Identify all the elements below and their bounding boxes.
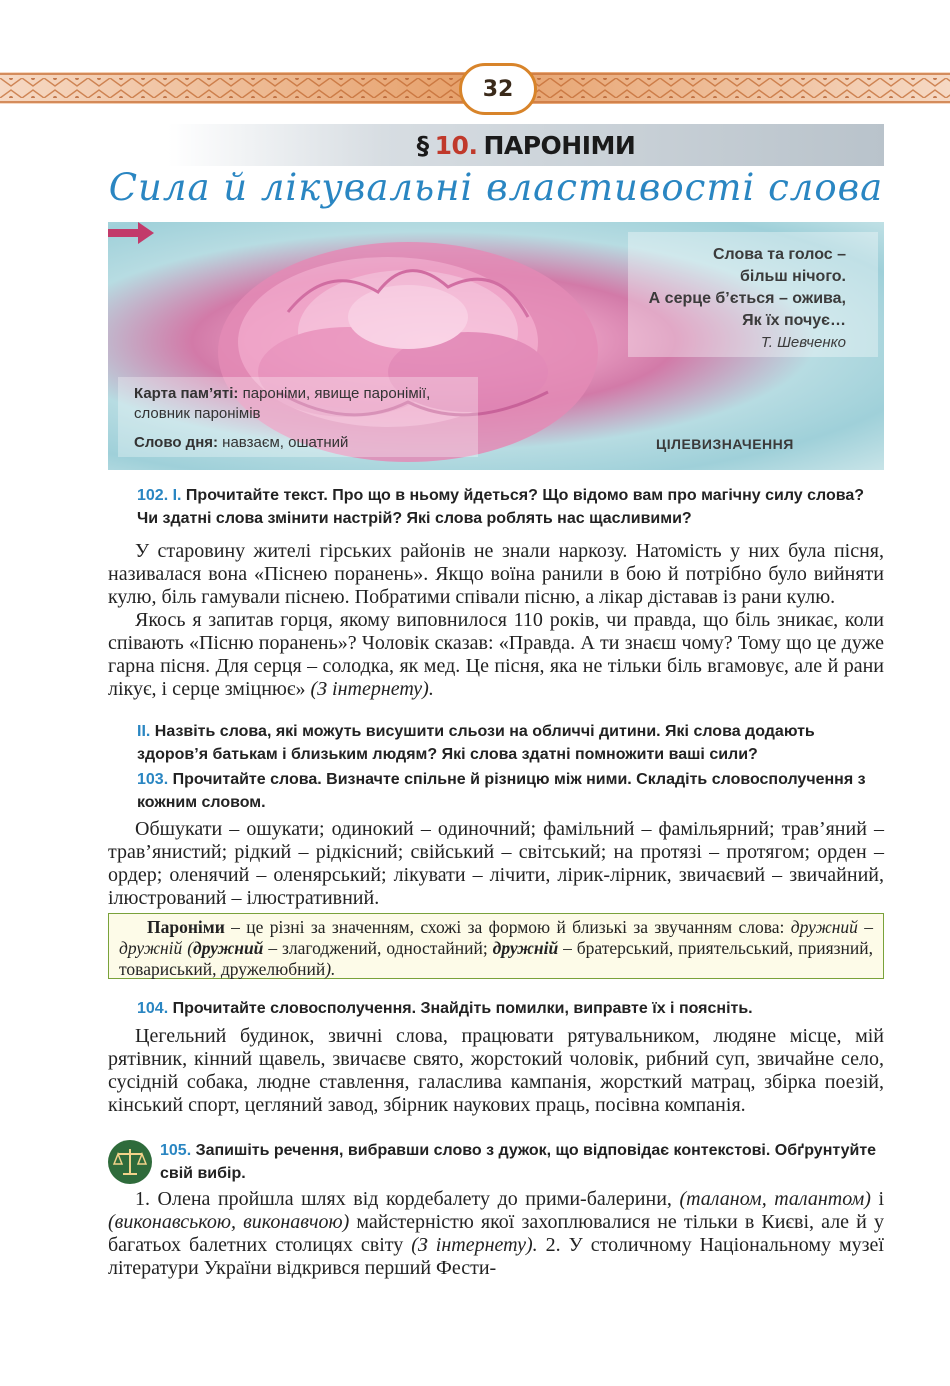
peony-banner <box>108 222 884 470</box>
section-symbol: § <box>416 130 429 160</box>
memory-map-label: Карта пам’яті: <box>134 385 239 402</box>
quote-line: Слова та голос – <box>712 246 846 263</box>
task-104-text <box>108 1025 884 1117</box>
rule-example-bold: дружний <box>193 938 264 958</box>
quote-author: Т. Шевченко <box>760 334 846 351</box>
paragraph-text: і <box>870 1188 884 1210</box>
quote-line: А серце б’ється – ожива, <box>648 290 846 307</box>
quote-line: більш нічого. <box>740 268 846 285</box>
section-title-bar <box>168 124 884 166</box>
task-text: Назвіть слова, які можуть висушити сльози на обличчі дитини. Які слова додають здоров’я батькам і близьким людям? Які слова здатні помножити ваші сили? <box>137 723 815 763</box>
task-103-text <box>108 818 884 910</box>
paragraph: Цегельний будинок, звичні слова, працювати рятувальником, людяне місце, мій рятівник, кінний щавель, звичаєве свято, жорстокий чоловік, рибний суп, звичайне село, сусідній собака, людне ставлення, галаслива кампанія, жорсткий матрац, збірка поезій, кінський спорт, цегляний завод, збірник наукових праць, посівна компанія. <box>108 1025 884 1116</box>
word-of-day-label: Слово дня: <box>134 434 219 451</box>
rule-definition <box>119 917 873 980</box>
memory-map-text-2: словник паронімів <box>134 405 261 422</box>
task-number: 102. I. <box>137 487 182 504</box>
task-number: II. <box>137 723 151 740</box>
task-text: Прочитайте текст. Про що в ньому йдеться? Що відомо вам про магічну силу слова? Чи здатні слова змінити настрій? Які слова роблять нас щасливими? <box>137 487 865 527</box>
task-text: Запишіть речення, вибравши слово з дужок, що відповідає контекстові. Обґрунтуйте свій вибір. <box>160 1142 877 1182</box>
task-105-text <box>108 1188 884 1280</box>
quote-line: Як їх почує… <box>742 312 846 329</box>
rule-text: злагоджений, одностайний; <box>282 938 493 958</box>
task-102-part2 <box>137 720 884 766</box>
task-text: Прочитайте слова. Визначте спільне й різницю між ними. Складіть словосполучення з кожним словом. <box>137 771 866 811</box>
task-number: 105. <box>160 1142 192 1159</box>
scales-icon <box>108 1140 152 1184</box>
paragraph <box>108 1188 884 1280</box>
lesson-subtitle: Сила й лікувальні властивості слова <box>108 166 884 209</box>
task-105-heading <box>160 1139 884 1185</box>
rule-term: Пароніми <box>147 917 225 937</box>
paragraph: У старовину жителі гірських районів не знали наркозу. Натомість у них була пісня, називалася вона «Піснею поранень». Якщо воїна ранили в бою й потрібно було вийняти кулю, біль гамували піснею. Побратими співали пісню, а лікар діставав із рани кулю. <box>108 540 884 608</box>
task-text: Прочитайте словосполучення. Знайдіть помилки, виправте їх і поясніть. <box>168 1000 753 1017</box>
task-number: 103. <box>137 771 169 788</box>
paragraph-text: 1. Олена пройшла шлях від кордебалету до прими-балерини, <box>135 1188 680 1210</box>
section-title: ПАРОНІМИ <box>483 130 636 160</box>
memory-map-text: пароніми, явище паронімії, <box>238 385 431 402</box>
rule-text: – <box>263 938 283 958</box>
rule-end: ). <box>325 959 336 979</box>
paragraph-text: майстерністю якої захоплювалися не тільки в Києві, але й у багатьох балетних столицях світу <box>108 1211 884 1256</box>
rule-box-paronyms <box>108 913 884 979</box>
task-102-heading <box>137 484 884 530</box>
task-104-heading <box>137 997 884 1020</box>
rule-example-bold: дружній <box>492 938 559 958</box>
task-102-text <box>108 540 884 701</box>
shevchenko-quote <box>649 244 846 354</box>
source-note: (З інтернету). <box>411 1234 538 1256</box>
section-number: 10. <box>434 130 478 160</box>
task-103-heading <box>137 768 884 814</box>
choice-option: (виконавською, виконавчою) <box>108 1211 350 1233</box>
rule-text: – братерський, приятельський, приязний, товариський, дружелюбний <box>119 938 874 979</box>
choice-option: (таланом, талантом) <box>679 1188 871 1210</box>
goal-label: ЦІЛЕВИЗНАЧЕННЯ <box>656 436 794 452</box>
paragraph: Обшукати – ошукати; одинокий – одиночний; фамільний – фамільярний; трав’яний – трав’янистий; рідкий – рідкісний; свійський – світський; на протязі – протягом; орден – ордер; оленячий – оленярський; лікувати – лічити, лірик-лірник, звичаєвий – звичайний, ілюстрований – ілюстративний. <box>108 818 884 909</box>
paragraph-text: Якось я запитав горця, якому виповнилося 110 років, чи правда, що біль зникає, коли співають «Пісню поранень»? Чоловік сказав: «Правда. А ти знаєш чому? Тому що це дуже гарна пісня. Для серця – солодка, як мед. Це пісня, яка не тільки біль вгамовує, але й рани лікує, і серце зміцнює» <box>108 609 884 700</box>
word-of-day <box>134 434 348 451</box>
arrow-right-icon <box>108 222 154 244</box>
rule-example: дружний – дружній ( <box>119 917 873 958</box>
page-number: 32 <box>459 63 537 115</box>
memory-map <box>134 384 430 424</box>
task-number: 104. <box>137 1000 169 1017</box>
rule-text: – це різні за значенням, схожі за формою й близькі за звучанням слова: <box>224 917 791 937</box>
paragraph <box>108 609 884 701</box>
source-note: (З інтернету). <box>305 678 434 700</box>
word-of-day-text: навзаєм, ошатний <box>218 434 349 451</box>
paragraph-text: 2. У столичному Національному музеї літератури України відкрився перший Фести- <box>108 1234 884 1279</box>
